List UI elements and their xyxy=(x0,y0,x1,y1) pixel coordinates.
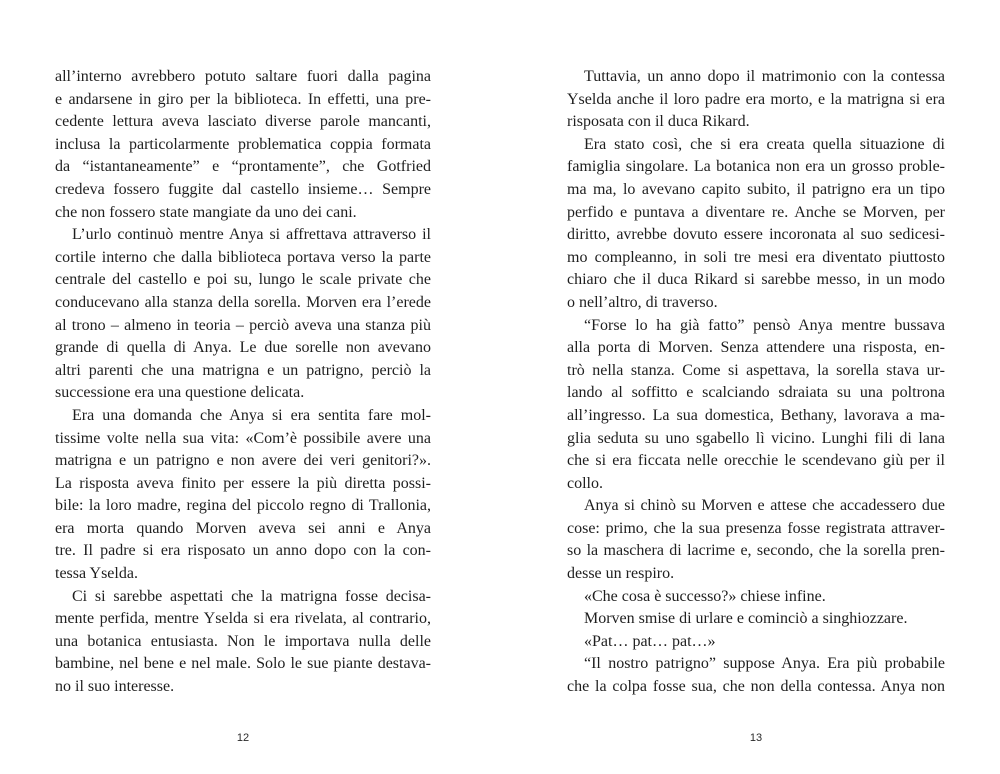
paragraph xyxy=(567,134,945,315)
text-line: successione era una questione delicata. xyxy=(55,384,305,402)
text-line: bile: la loro madre, regina del piccolo regno di Trallonia, xyxy=(55,497,431,515)
text-line: all’interno avrebbero potuto saltare fuori dalla pagina xyxy=(55,68,431,85)
text-line: diritto, avrebbe dovuto essere incoronata al suo sedicesi- xyxy=(567,226,945,244)
text-line: famiglia singolare. La botanica non era un grosso proble- xyxy=(567,158,945,176)
text-line: e andarsene in giro per la biblioteca. In effetti, una pre- xyxy=(55,90,431,108)
text-line: inclusa la particolarmente problematica coppia formata xyxy=(55,135,431,153)
text-line: centrale del castello e poi su, lungo le scale private che xyxy=(55,271,431,289)
paragraph xyxy=(567,66,945,134)
text-line: cedente lettura aveva lasciato diverse parole mancanti, xyxy=(55,113,431,131)
text-line: cose: primo, che la sua presenza fosse registrata attraver- xyxy=(567,519,945,537)
text-line: Anya si chinò su Morven e attese che accadessero due xyxy=(584,497,945,515)
paragraph xyxy=(567,586,945,609)
text-line: alla porta di Morven. Senza attendere una risposta, en- xyxy=(567,339,945,357)
page-number: 13 xyxy=(749,732,763,744)
right-page-text xyxy=(567,66,945,699)
text-line: era morta quando Morven aveva sei anni e Anya xyxy=(55,519,431,537)
text-line: Ci si sarebbe aspettati che la matrigna fosse decisa- xyxy=(72,587,431,605)
text-line: Tuttavia, un anno dopo il matrimonio con la contessa xyxy=(584,68,945,85)
text-line: cortile interno che dalla biblioteca portava verso la parte xyxy=(55,248,431,266)
text-line: Yselda anche il loro padre era morto, e la matrigna si era xyxy=(567,90,945,108)
text-line: Morven smise di urlare e cominciò a singhiozzare. xyxy=(584,610,908,628)
text-line: da “istantaneamente” e “prontamente”, che Gotfried xyxy=(55,158,431,176)
text-line: risposata con il duca Rikard. xyxy=(567,113,750,131)
text-line: lando al soffitto e scalciando sdraiata su una poltrona xyxy=(567,384,945,402)
paragraph xyxy=(55,586,431,699)
paragraph xyxy=(567,608,945,631)
paragraph xyxy=(55,405,431,586)
text-line: “Il nostro patrigno” suppose Anya. Era più probabile xyxy=(584,655,945,673)
text-line: bambine, nel bene e nel male. Solo le sue piante destava- xyxy=(55,655,431,673)
text-line: all’ingresso. La sua domestica, Bethany, lavorava a ma- xyxy=(567,406,945,424)
text-line: trò nella stanza. Come si aspettava, la sorella stava ur- xyxy=(567,361,945,379)
text-line: glia seduta su uno sgabello lì vicino. Lunghi fili di lana xyxy=(567,429,945,447)
text-line: La risposta aveva finito per essere la più diretta possi- xyxy=(55,474,431,492)
text-line: desse un respiro. xyxy=(567,565,675,583)
text-line: credeva fossero fuggite dal castello insieme… Sempre xyxy=(55,180,431,198)
paragraph xyxy=(567,495,945,585)
text-line: una botanica entusiasta. Non le importava nulla delle xyxy=(55,632,431,650)
text-line: so la maschera di lacrime e, secondo, che la sorella pren- xyxy=(567,542,945,560)
left-page-text xyxy=(55,66,431,699)
text-line: al trono – almeno in teoria – perciò aveva una stanza più xyxy=(55,316,431,334)
text-line: che non fossero state mangiate da uno dei cani. xyxy=(55,203,357,221)
text-line: grande di quella di Anya. Le due sorelle non avevano xyxy=(55,339,431,357)
paragraph xyxy=(567,653,945,698)
text-line: Era una domanda che Anya si era sentita fare mol- xyxy=(72,406,431,424)
text-line: tessa Yselda. xyxy=(55,565,138,583)
text-line: ma ma, lo avevano capito subito, il patrigno era un tipo xyxy=(567,180,945,198)
paragraph xyxy=(567,631,945,654)
text-line: L’urlo continuò mentre Anya si affrettava attraverso il xyxy=(72,226,431,244)
text-line: collo. xyxy=(567,474,603,492)
text-line: «Pat… pat… pat…» xyxy=(584,632,716,650)
text-line: o nell’altro, di traverso. xyxy=(567,293,718,311)
text-line: che si era ficcata nelle orecchie le scendevano giù per il xyxy=(567,452,945,470)
text-line: tissime volte nella sua vita: «Com’è possibile avere una xyxy=(55,429,431,447)
text-line: conducevano alla stanza della sorella. Morven era l’erede xyxy=(55,293,431,311)
text-line: «Che cosa è successo?» chiese infine. xyxy=(584,587,826,605)
text-line: che la colpa fosse sua, che non della contessa. Anya non xyxy=(567,678,945,696)
text-line: Era stato così, che si era creata quella situazione di xyxy=(584,135,945,153)
text-line: mo compleanno, in soli tre mesi era diventato piuttosto xyxy=(567,248,945,266)
paragraph xyxy=(567,315,945,496)
paragraph xyxy=(55,66,431,224)
text-line: “Forse lo ha già fatto” pensò Anya mentre bussava xyxy=(584,316,945,334)
text-line: no il suo interesse. xyxy=(55,678,175,696)
text-line: mente perfida, mentre Yselda si era rivelata, al contrario, xyxy=(55,610,431,628)
text-line: altri parenti che una matrigna e un patrigno, perciò la xyxy=(55,361,431,379)
text-line: chiaro che il duca Rikard si sarebbe messo, in un modo xyxy=(567,271,945,289)
text-line: matrigna e un patrigno e non avere dei veri genitori?». xyxy=(55,452,431,470)
text-line: tre. Il padre si era risposato un anno dopo con la con- xyxy=(55,542,431,560)
text-line: perfido e puntava a diventare re. Anche se Morven, per xyxy=(567,203,945,221)
paragraph xyxy=(55,224,431,405)
page-number: 12 xyxy=(236,732,250,744)
